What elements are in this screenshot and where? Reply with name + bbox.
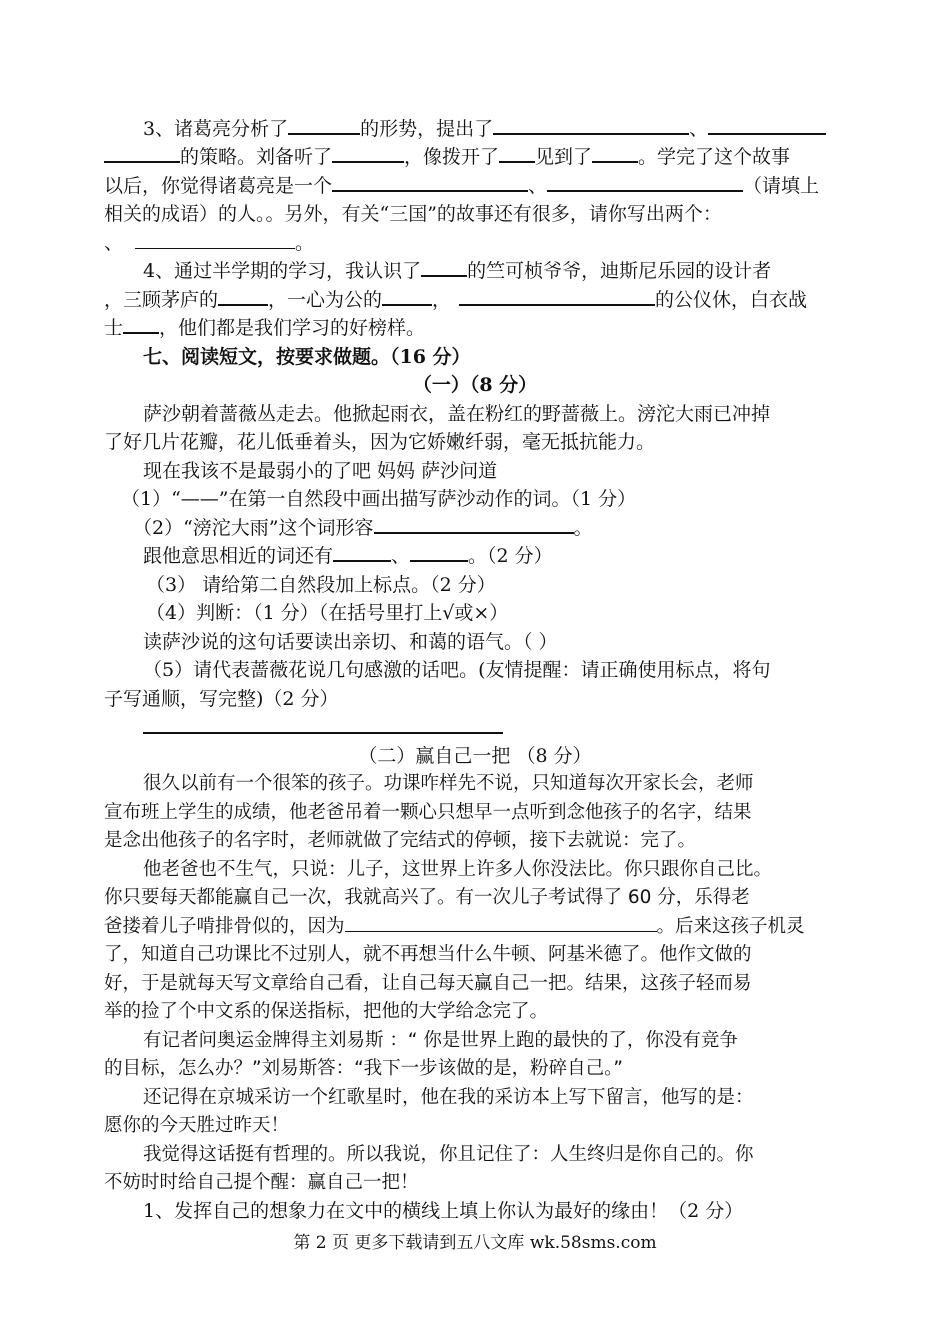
question-2 [133,514,874,542]
answer-line[interactable] [143,732,503,734]
fill-blank[interactable] [421,257,467,277]
story-line: 不妨时时给自己提个醒：赢自己一把！ [104,1172,419,1193]
fill-blank[interactable] [547,172,743,192]
q3-text: 的策略。刘备听了 [180,146,333,168]
q3-text: 的形势，提出了 [360,118,494,140]
section-heading: 七、阅读短文，按要求做题。（16 分） [143,346,471,368]
fill-blank[interactable] [592,143,638,163]
story-line: 愿你的今天胜过昨天！ [104,1115,290,1136]
question-5-line-1: （5）请代表蔷薇花说几句感激的话吧。(友情提醒：请正确使用标点，将句 [143,659,771,681]
q3-text: 。学完了这个故事 [638,146,791,168]
question-text: 。 [573,517,593,539]
fill-blank[interactable] [218,286,268,306]
fill-blank[interactable] [459,286,655,306]
story-text: 爸搂着儿子啃排骨似的，因为 [104,916,345,937]
page-footer: 第 2 页 更多下载请到五八文库 wk.58sms.com [293,1233,657,1253]
q4-text: ，三顾茅庐的 [104,289,219,311]
fill-blank[interactable] [135,230,295,249]
q3-text: 3、诸葛亮分析了 [143,118,289,140]
fill-blank[interactable] [708,115,826,135]
question-text: （2）“滂沱大雨”这个词形容 [133,517,374,539]
story-line: 很久以前有一个很笨的孩子。功课咋样先不说，只知道每次开家长会，老师 [143,773,754,794]
q4-text: 的竺可桢爷爷，迪斯尼乐园的设计者 [467,260,772,282]
question-4-statement: 读萨沙说的这句话要读出亲切、和蔼的语气。（ ） [143,631,558,653]
story-line: 你只要每天都能赢自己一次，我就高兴了。有一次儿子考试得了 60 分，乐得老 [104,887,750,908]
story-line [104,913,874,941]
q3-text: 以后，你觉得诸葛亮是一个 [104,175,333,197]
q4-text: ， [432,289,452,311]
question-text: 、 [391,545,411,567]
q3-text: 。 [295,232,315,254]
fill-blank[interactable] [333,542,391,562]
story-line: 的目标，怎么办？”刘易斯答：“我下一步该做的是，粉碎自己。” [104,1058,624,1079]
story-line: 宣布班上学生的成绩，他老爸吊着一颗心只想早一点听到念他孩子的名字，结果 [104,802,752,823]
story-line: 有记者问奥运金牌得主刘易斯 ：“ 你是世界上跑的最快的了，你没有竞争 [143,1030,738,1051]
story-line: 他老爸也不生气，只说：儿子，这世界上许多人你没法比。你只跟你自己比。 [143,859,773,880]
q4-text: ，一心为公的 [268,289,383,311]
fill-blank[interactable] [493,115,689,135]
q3-text: （请填上 [743,175,820,197]
story-line: 还记得在京城采访一个红歌星时，他在我的采访本上写下留言，他写的是： [143,1087,754,1108]
q4-line-2 [104,286,874,314]
story-line: 是念出他孩子的名字时，老师就做了完结式的停顿，接下去就说：完了。 [104,830,697,851]
q3-line-1 [143,115,874,143]
fill-blank[interactable] [123,314,159,334]
reading-question-1: 1、发挥自己的想象力在文中的横线上填上你认为最好的缘由！（2 分） [143,1200,744,1222]
story-text: 。后来这孩子机灵 [656,916,805,937]
fill-blank[interactable] [332,172,528,192]
question-text: 跟他意思相近的词还有 [143,545,334,567]
question-1: （1）“——”在第一自然段中画出描写萨沙动作的词。（1 分） [121,488,637,510]
question-5-line-2: 子写通顺，写完整)（2 分） [104,688,339,710]
part2-heading: （二）赢自己一把 （8 分） [358,745,592,767]
passage-line: 现在我该不是最弱小的了吧 妈妈 萨沙问道 [143,460,498,482]
q3-line-5 [104,229,874,257]
q3-line-4: 相关的成语）的人。。另外，有关“三国”的故事还有很多，请你写出两个： [104,203,722,225]
q3-text: 、 [104,232,124,254]
story-line: 好，于是就每天写文章给自己看，让自己每天赢自己一把。结果，这孩子轻而易 [104,973,752,994]
fill-blank[interactable] [332,143,404,163]
question-text: 。（2 分） [468,545,553,567]
q3-line-3 [104,172,874,200]
fill-blank[interactable] [499,143,535,163]
question-3: （3） 请给第二自然段加上标点。（2 分） [146,574,496,596]
story-line: 了，知道自己功课比不过别人，就不再想当什么牛顿、阿基米德了。他作文做的 [104,944,752,965]
q3-line-2 [104,143,874,171]
fill-blank[interactable] [382,286,432,306]
question-4: （4）判断：（1 分）（在括号里打上√或×） [146,602,509,624]
part1-heading: （一）（8 分） [412,374,538,396]
q3-text: 、 [689,118,709,140]
q4-text: ，他们都是我们学习的好榜样。 [159,317,426,339]
q4-text: 的公仪休，白衣战 [655,289,808,311]
q3-text: ，像拨开了 [404,146,500,168]
passage-line: 了好几片花瓣，花儿低垂着头，因为它娇嫩纤弱，毫无抵抗能力。 [104,431,656,453]
q4-text: 4、通过半学期的学习，我认识了 [143,260,422,282]
fill-blank[interactable] [410,542,468,562]
story-line: 我觉得这话挺有哲理的。所以我说，你且记住了：人生终归是你自己的。你 [143,1144,754,1165]
fill-blank[interactable] [374,514,574,534]
question-2-part-b [143,542,874,570]
q4-text: 士 [104,317,124,339]
q4-line-1 [143,257,874,285]
q3-text: 、 [528,175,548,197]
fill-blank[interactable] [104,143,180,163]
fill-blank[interactable] [288,115,360,135]
q3-text: 见到了 [535,146,593,168]
q4-line-3 [104,314,874,342]
passage-line: 萨沙朝着蔷薇丛走去。他掀起雨衣，盖在粉红的野蔷薇上。滂沱大雨已冲掉 [143,403,771,425]
fill-blank[interactable] [345,913,657,932]
story-line: 举的捡了个中文系的保送指标，把他的大学给念完了。 [104,1001,549,1022]
